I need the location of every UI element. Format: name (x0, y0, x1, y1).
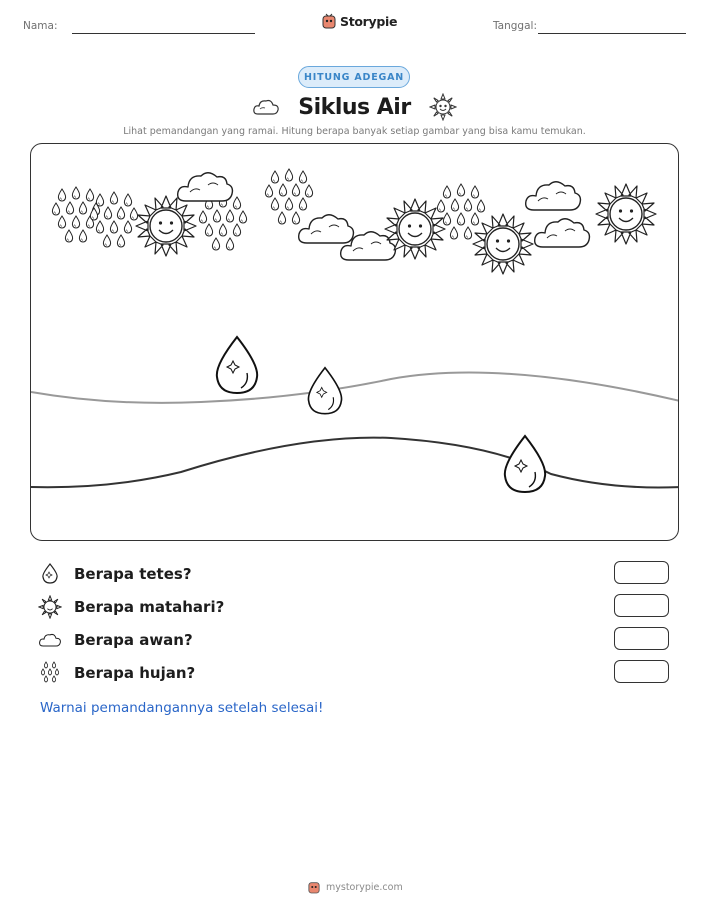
rain-cluster (437, 184, 484, 239)
title-row (0, 93, 709, 121)
sun (473, 214, 533, 274)
question-row (38, 561, 670, 587)
cloud (299, 215, 354, 243)
question-row (38, 594, 670, 620)
rain-cluster (90, 192, 137, 247)
cloud (526, 182, 581, 210)
question-text: Berapa matahari? (74, 598, 225, 616)
question-text: Berapa awan? (74, 631, 193, 649)
question-row (38, 627, 670, 653)
water-drop (308, 368, 341, 414)
name-input-line[interactable] (72, 33, 255, 34)
date-label: Tanggal: (493, 20, 537, 32)
rain-cluster (199, 195, 246, 250)
rain-cluster (265, 169, 312, 224)
storypie-mascot-icon (308, 880, 320, 894)
footer-url[interactable]: mystorypie.com (326, 881, 403, 893)
brand-name: Storypie (340, 13, 398, 29)
cloud (178, 173, 233, 201)
date-input-line[interactable] (538, 33, 686, 34)
rain-icon (38, 661, 62, 685)
sun (596, 184, 656, 244)
drop-icon (38, 562, 62, 586)
sun (385, 199, 445, 259)
hill-front (31, 438, 679, 488)
scene-illustration (31, 144, 679, 541)
cloud-icon (38, 628, 62, 652)
page-title: Siklus Air (298, 94, 411, 120)
cloud (535, 219, 590, 247)
storypie-mascot-icon (322, 13, 336, 29)
hill-back (31, 373, 679, 403)
activity-badge: HITUNG ADEGAN (298, 66, 410, 88)
answer-box[interactable] (614, 561, 669, 584)
coloring-note: Warnai pemandangannya setelah selesai! (40, 700, 324, 716)
water-drop (505, 436, 545, 492)
sun-icon (429, 93, 457, 121)
question-text: Berapa hujan? (74, 664, 196, 682)
question-row (38, 660, 670, 686)
sun (136, 196, 196, 256)
answer-box[interactable] (614, 627, 669, 650)
answer-box[interactable] (614, 594, 669, 617)
brand-logo (322, 13, 397, 29)
water-drop (217, 337, 257, 393)
question-text: Berapa tetes? (74, 565, 192, 583)
cloud-icon (252, 97, 280, 117)
sun-icon (38, 595, 62, 619)
name-label: Nama: (23, 20, 58, 32)
footer (308, 880, 403, 894)
instructions: Lihat pemandangan yang ramai. Hitung berapa banyak setiap gambar yang bisa kamu temukan. (123, 126, 586, 137)
answer-box[interactable] (614, 660, 669, 683)
scene-frame (30, 143, 679, 541)
